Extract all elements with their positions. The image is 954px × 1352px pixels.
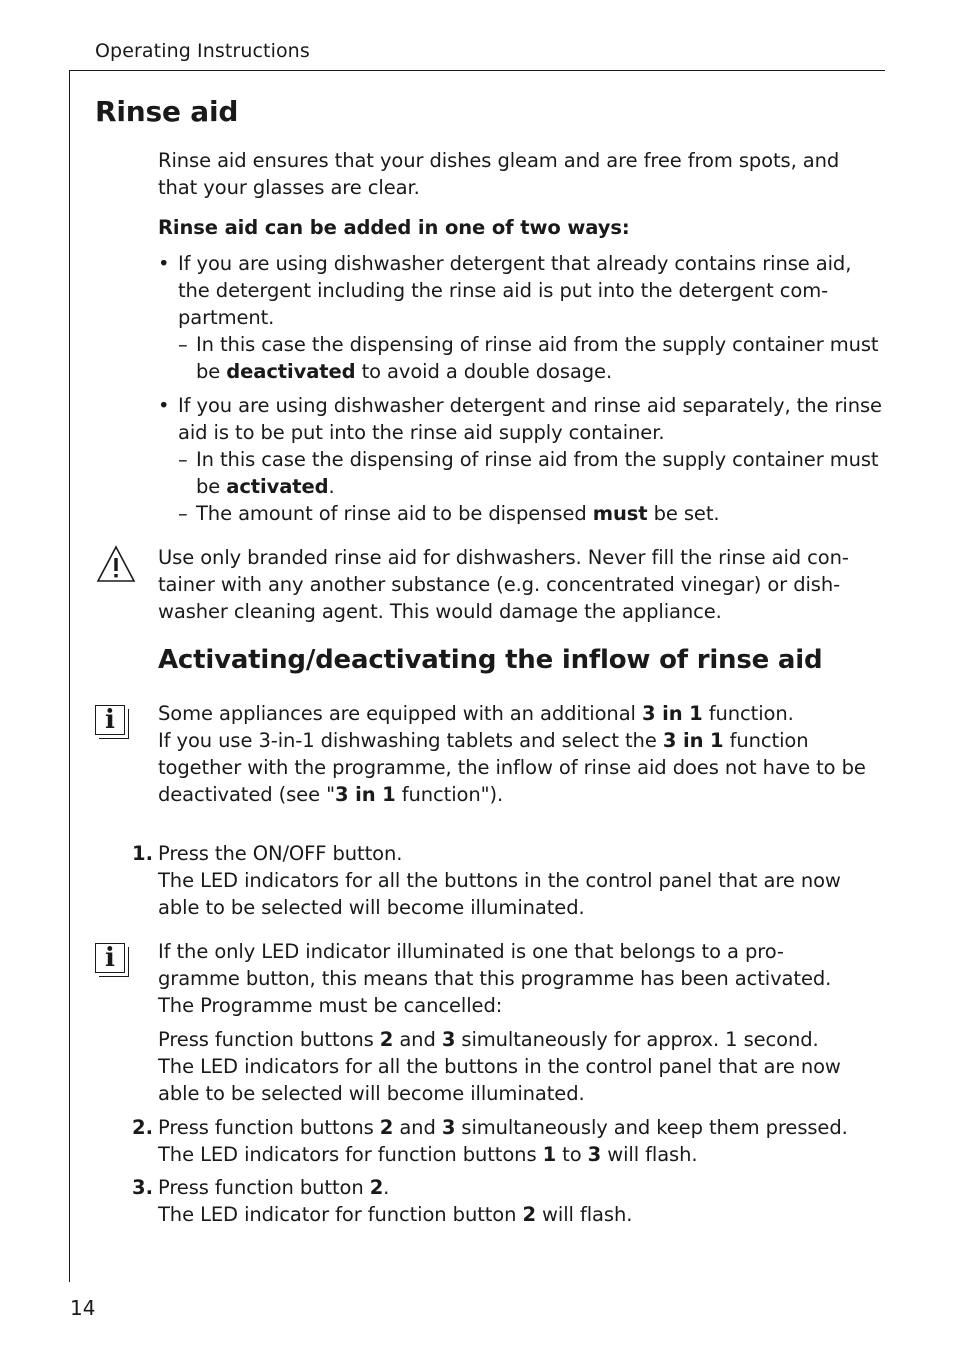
- step-result: The LED indicator for function button: [158, 1203, 523, 1226]
- step-result: will flash.: [601, 1143, 698, 1166]
- info-text: Some appliances are equipped with an additional: [158, 702, 642, 725]
- step-number: 3.: [132, 1176, 153, 1199]
- step-bold: 2: [379, 1116, 394, 1139]
- info-note: If the only LED indicator illuminated is one that belongs to a pro- gramme button, this means that this programme has been activated. The Programme must be cancelled:: [158, 940, 832, 1017]
- info-bold: 3: [441, 1028, 456, 1051]
- warning-text: Use only branded rinse aid for dishwashers. Never fill the rinse aid con- tainer with any another substance (e.g. concentrated vinegar) or dish- washer cleaning agent. This would damage the appliance.: [158, 546, 849, 623]
- dash-marker: –: [178, 333, 188, 356]
- dash-text-end: to avoid a double dosage.: [355, 360, 613, 383]
- step-item: [158, 840, 868, 921]
- section-title: Rinse aid: [95, 95, 239, 128]
- info-bold: 3 in 1: [334, 783, 396, 806]
- info-text: If you use 3-in-1 dishwashing tablets and select the: [158, 729, 663, 752]
- step-text: simultaneously and keep them pressed.: [455, 1116, 848, 1139]
- step-action: Press the ON/OFF button.: [158, 842, 403, 865]
- dash-bold: must: [592, 502, 648, 525]
- step-bold: 3: [587, 1143, 602, 1166]
- dash-text: The amount of rinse aid to be dispensed: [196, 502, 593, 525]
- step-item: [158, 1174, 868, 1228]
- margin-rule: [69, 70, 70, 1282]
- bullet-item: [158, 250, 888, 331]
- step-number: 1.: [132, 842, 153, 865]
- step-bold: 3: [441, 1116, 456, 1139]
- info-icon: i: [95, 943, 125, 973]
- info-bold: 3 in 1: [662, 729, 724, 752]
- step-result: will flash.: [535, 1203, 633, 1226]
- dash-item: [178, 331, 886, 385]
- info-text: function.: [702, 702, 794, 725]
- dash-text: In this case the dispensing of rinse aid from the supply container must be: [196, 333, 879, 383]
- subsection-title: Activating/deactivating the inflow of rinse aid: [158, 645, 823, 675]
- bullet-text: If you are using dishwasher detergent that already contains rinse aid, the detergent including the rinse aid is put into the detergent com- partment.: [178, 252, 852, 329]
- dash-text-end: be set.: [647, 502, 720, 525]
- step-number: 2.: [132, 1116, 153, 1139]
- intro-paragraph: Rinse aid ensures that your dishes gleam and are free from spots, and that your glasses are clear.: [158, 149, 840, 199]
- step-text: Press function buttons: [158, 1116, 380, 1139]
- dash-text: In this case the dispensing of rinse aid from the supply container must be: [196, 448, 879, 498]
- info-result: The LED indicators for all the buttons in the control panel that are now able to be selected will become illuminated.: [158, 1055, 841, 1105]
- dash-bold: deactivated: [226, 360, 356, 383]
- dash-text-end: .: [328, 475, 335, 498]
- step-bold: 2: [369, 1176, 384, 1199]
- step-result: The LED indicators for function buttons: [158, 1143, 543, 1166]
- info-instruction: [158, 1026, 868, 1107]
- step-result: The LED indicators for all the buttons in the control panel that are now able to be selected will become illuminated.: [158, 869, 841, 919]
- dash-marker: –: [178, 502, 188, 525]
- info-icon: i: [95, 705, 125, 735]
- step-text: and: [393, 1116, 442, 1139]
- page-number: 14: [70, 1296, 96, 1320]
- info-bold: 2: [379, 1028, 394, 1051]
- step-item: [158, 1114, 868, 1168]
- info-bold: 3 in 1: [641, 702, 703, 725]
- dash-bold: activated: [226, 475, 329, 498]
- bullet-item: [158, 392, 888, 446]
- running-head: Operating Instructions: [95, 40, 310, 62]
- bullet-text: If you are using dishwasher detergent and rinse aid separately, the rinse aid is to be put into the rinse aid supply container.: [178, 394, 882, 444]
- bullet-marker: •: [158, 394, 170, 417]
- ways-heading: Rinse aid can be added in one of two ways:: [158, 216, 630, 239]
- step-bold: 1: [542, 1143, 557, 1166]
- info-note: [158, 700, 868, 808]
- info-text: Press function buttons: [158, 1028, 380, 1051]
- dash-marker: –: [178, 448, 188, 471]
- step-text: Press function button: [158, 1176, 370, 1199]
- step-bold: 2: [522, 1203, 536, 1226]
- dash-item: [178, 500, 886, 527]
- info-text: and: [393, 1028, 442, 1051]
- info-text: function together with the programme, the inflow of rinse aid does not have to be deactivated (see ": [158, 729, 866, 806]
- info-text: simultaneously for approx. 1 second.: [455, 1028, 819, 1051]
- header-rule: [69, 70, 885, 71]
- warning-triangle-icon: [96, 545, 136, 583]
- info-text: function").: [395, 783, 504, 806]
- dash-item: [178, 446, 886, 500]
- bullet-marker: •: [158, 252, 170, 275]
- step-text: .: [383, 1176, 390, 1199]
- step-result: to: [556, 1143, 588, 1166]
